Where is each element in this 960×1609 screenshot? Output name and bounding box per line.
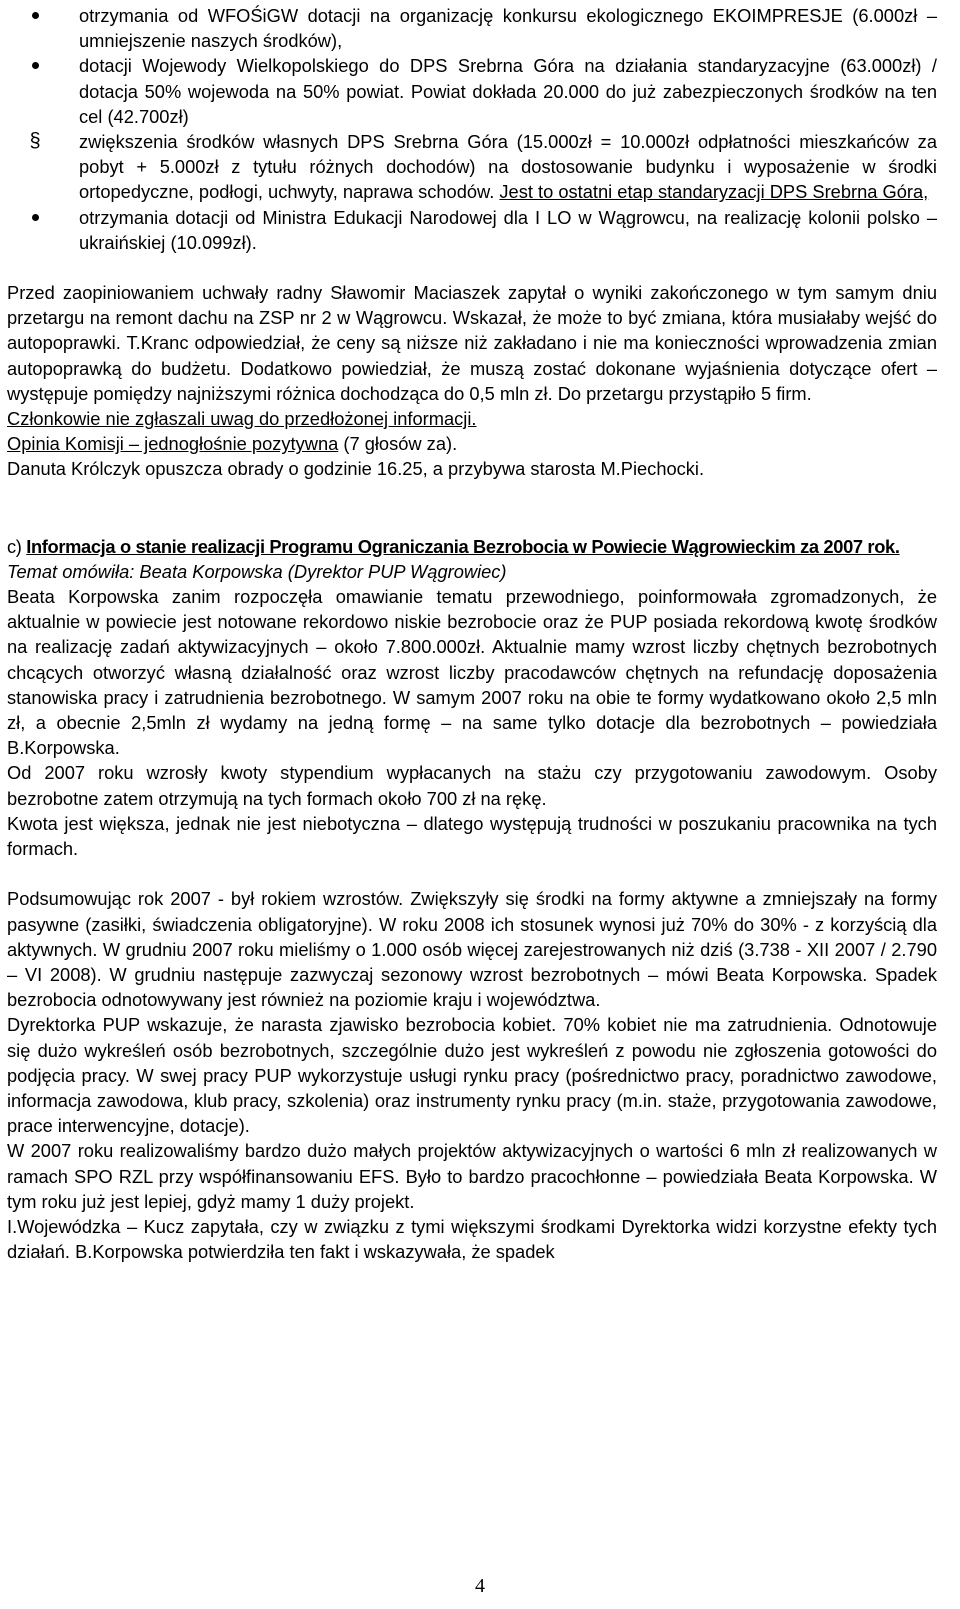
members-remarks-line: Członkowie nie zgłaszali uwag do przedłożonej informacji.: [7, 408, 477, 430]
paragraph: Dyrektorka PUP wskazuje, że narasta zjawisko bezrobocia kobiet. 70% kobiet nie ma zatrudnienia. Odnotowuje się dużo wykreśleń osób bezrobotnych, szczególnie dużo jest wykreśleń z powodu nie zgłoszenia gotowości do podjęcia pracy. W swej pracy PUP wykorzystuje usługi rynku pracy (pośrednictwo pracy, poradnictwo zawodowe, informacja zawodowa, klub pracy, szkolenia) oraz instrumenty rynku pracy (m.in. staże, przygotowania zawodowe, prace interwencyjne, dotacje).: [7, 1014, 937, 1137]
paragraph: Kwota jest większa, jednak nie jest niebotyczna – dlatego występują trudności w poszukaniu pracownika na tych formach.: [7, 812, 937, 860]
paragraph: Podsumowując rok 2007 - był rokiem wzrostów. Zwiększyły się środki na formy aktywne a zmniejszały na formy pasywne (zasiłki, świadczenia obligatoryjne). W roku 2008 ich stosunek wynosi już 70% do 30% - z korzyścią dla aktywnych. W grudniu 2007 roku mieliśmy o 1.000 osób więcej zarejestrowanych niż dziś (3.738 - XII 2007 / 2.790 – VI 2008). W grudniu następuje zazwyczaj sezonowy wzrost bezrobotnych – mówi Beata Korpowska. Spadek bezrobocia odnotowywany jest również na poziomie kraju i województwa.: [7, 888, 937, 1011]
list-item-underlined-text: Jest to ostatni etap standaryzacji DPS Srebrna Góra,: [499, 181, 929, 203]
opinion-line: [7, 431, 937, 456]
page-content: [7, 3, 937, 1264]
opinion-votes: (7 głosów za).: [338, 433, 458, 455]
paragraph-commission: Przed zaopiniowaniem uchwały radny Sławomir Maciaszek zapytał o wyniki zakończonego w tym samym dniu przetargu na remont dachu na ZSP nr 2 w Wągrowcu. Wskazał, że może to być zmiana, która musiałaby wejść do autopoprawki. T.Kranc odpowiedział, że ceny są niższe niż zakładano i nie ma konieczności wprowadzenia zmian autopoprawką do budżetu. Dodatkowo powiedział, że muszą zostać dokonane wyjaśnienia dotyczące ofert – występuje pomiędzy najniższymi różnica dochodząca do 0,5 mln zł. Do przetargu przystąpiło 5 firm.: [7, 282, 937, 404]
bullet-list: [7, 3, 937, 255]
list-item: [7, 205, 937, 255]
list-item-text: otrzymania od WFOŚiGW dotacji na organizację konkursu ekologicznego EKOIMPRESJE (6.000zł – umniejszenie naszych środków),: [79, 5, 937, 52]
section-c-heading: [7, 534, 937, 559]
bullet-dot-icon: [25, 205, 45, 221]
paragraph: I.Wojewódzka – Kucz zapytała, czy w związku z tymi większymi środkami Dyrektorka widzi korzystne efekty tych działań. B.Korpowska potwierdziła ten fakt i wskazywała, że spadek: [7, 1215, 937, 1263]
list-item: [7, 3, 937, 53]
page-number: 4: [475, 1575, 485, 1597]
paragraph: Beata Korpowska zanim rozpoczęła omawianie tematu przewodniego, poinformowała zgromadzonych, że aktualnie w powiecie jest notowane rekordowo niskie bezrobocie oraz że PUP posiada rekordową kwotę środków na realizację zadań aktywizacyjnych – około 7.800.000zł. Aktualnie mamy wzrost liczby chętnych bezrobotnych chcących otworzyć własną działalność oraz wzrost liczby pracodawców chętnych na refundację doposażenia stanowiska pracy i zatrudnienia bezrobotnego. W samym 2007 roku na obie te formy wydatkowano około 2,5 mln zł, a obecnie 2,5mln zł wydamy na jedną formę – na same tylko dotacje dla bezrobotnych – powiedziała B.Korpowska.: [7, 586, 937, 759]
list-item: [7, 53, 937, 129]
section-c-speaker: Temat omówiła: Beata Korpowska (Dyrektor PUP Wągrowiec): [7, 560, 507, 582]
list-item: [7, 129, 937, 205]
bullet-dot-icon: [25, 3, 45, 19]
paragraph: W 2007 roku realizowaliśmy bardzo dużo małych projektów aktywizacyjnych o wartości 6 mln zł realizowanych w ramach SPO RZL przy współfinansowaniu EFS. Było to bardzo pracochłonne – powiedziała Beata Korpowska. W tym roku już jest lepiej, gdyż mamy 1 duży projekt.: [7, 1140, 937, 1212]
departure-line: Danuta Królczyk opuszcza obrady o godzinie 16.25, a przybywa starosta M.Piechocki.: [7, 458, 705, 480]
list-item-text: otrzymania dotacji od Ministra Edukacji Narodowej dla I LO w Wągrowcu, na realizację kolonii polsko – ukraińskiej (10.099zł).: [79, 206, 937, 253]
section-sign-icon: §: [29, 130, 41, 153]
list-item-text: zwiększenia środków własnych DPS Srebrna Góra (15.000zł = 10.000zł odpłatności mieszkańców za pobyt + 5.000zł z tytułu różnych dochodów) na dostosowanie budynku i wyposażenie w środki ortopedyczne, podłogi, uchwyty, naprawa schodów.: [79, 131, 937, 203]
bullet-dot-icon: [25, 53, 45, 69]
paragraph: Od 2007 roku wzrosły kwoty stypendium wypłacanych na stażu czy przygotowaniu zawodowym. Osoby bezrobotne zatem otrzymują na tych formach około 700 zł na rękę.: [7, 762, 937, 809]
list-item-text: dotacji Wojewody Wielkopolskiego do DPS Srebrna Góra na działania standaryzacyjne (63.000zł) / dotacja 50% wojewoda na 50% powiat. Powiat dokłada 20.000 do już zabezpieczonych środków na ten cel (42.700zł): [79, 55, 937, 127]
section-c-prefix: c): [7, 535, 27, 557]
opinion-underlined: Opinia Komisji – jednogłośnie pozytywna: [7, 433, 339, 455]
section-c-title: Informacja o stanie realizacji Programu Ograniczania Bezrobocia w Powiecie Wągrowieckim za 2007 rok.: [26, 535, 900, 557]
